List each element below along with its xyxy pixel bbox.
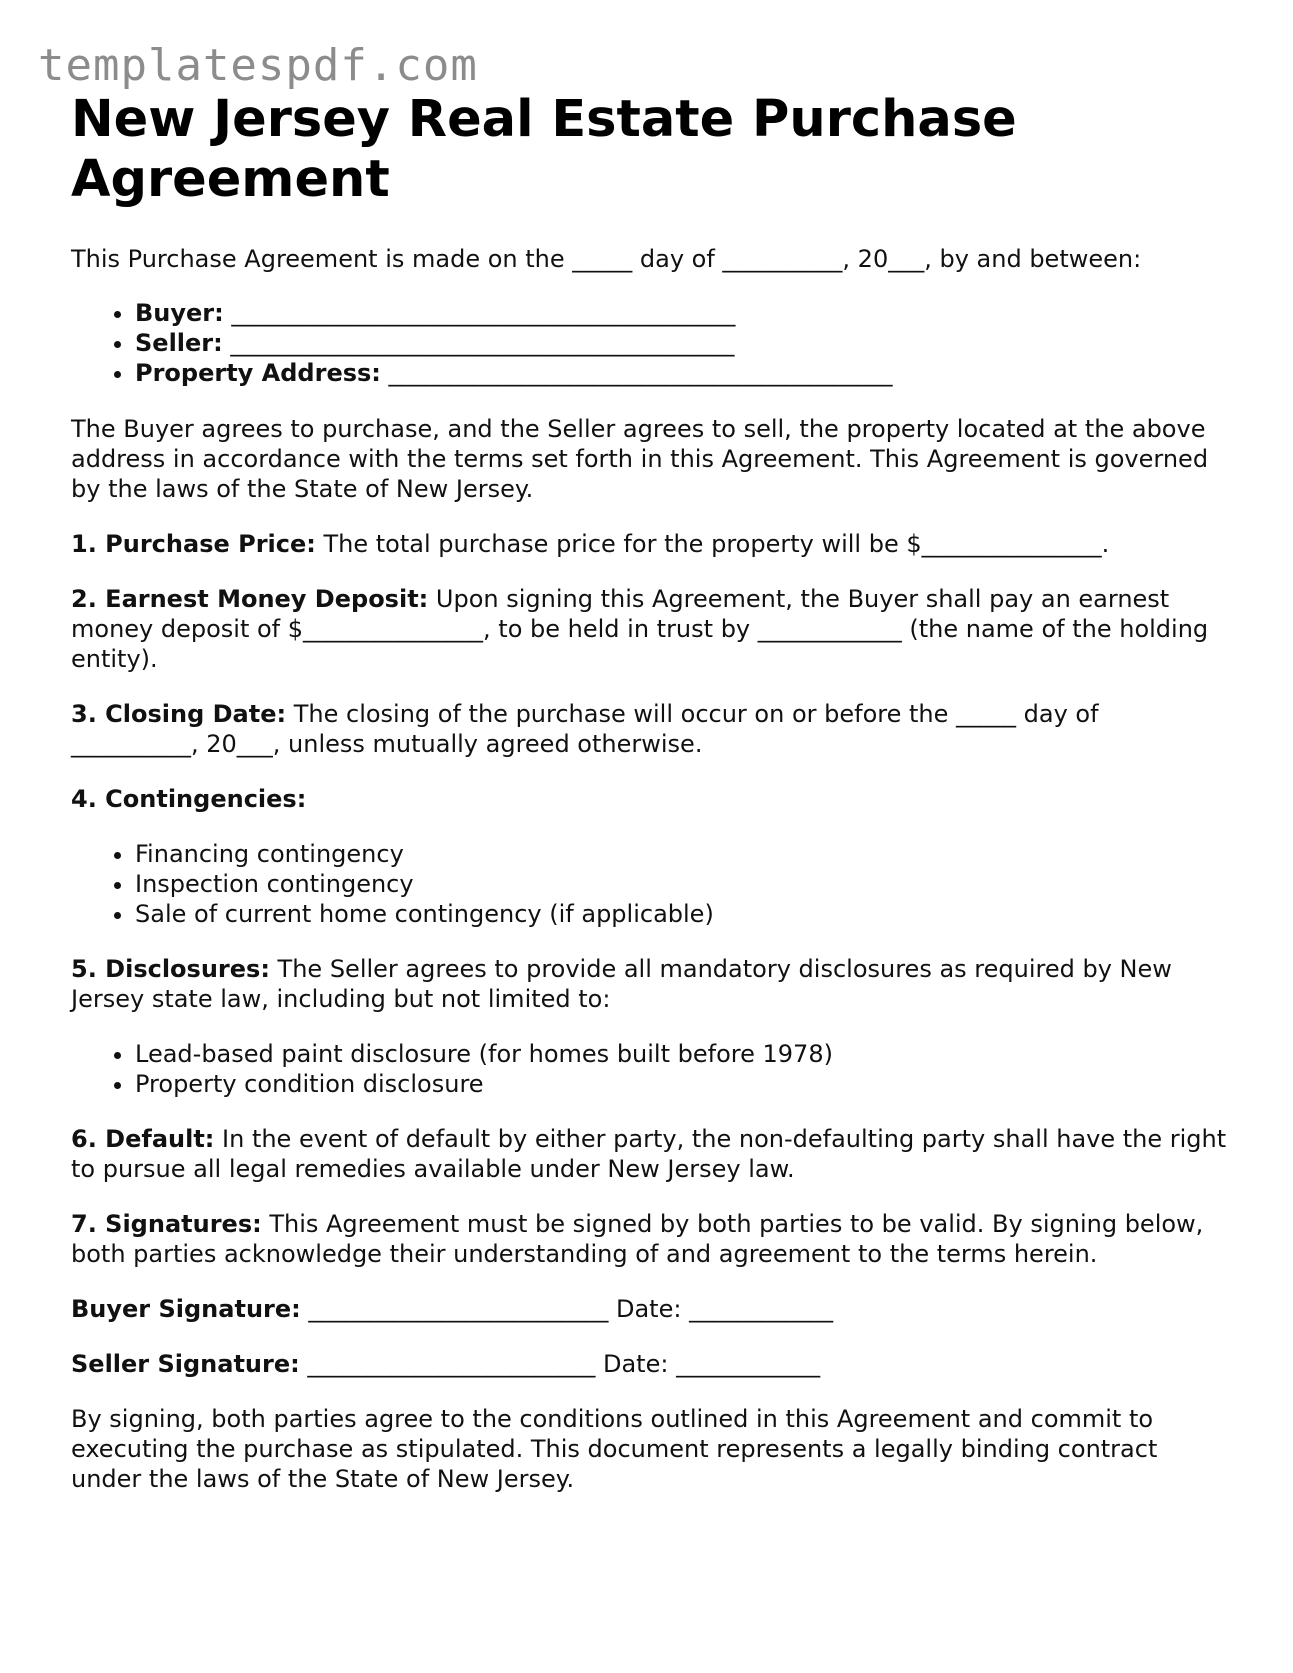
list-item: • Property condition disclosure [135, 1069, 1231, 1099]
section-heading: 4. Contingencies: [71, 785, 307, 813]
signature-label: Buyer Signature: [71, 1295, 301, 1323]
list-item: • Financing contingency [135, 839, 1231, 869]
party-buyer [135, 298, 1231, 328]
disclosures-list [71, 1039, 1231, 1099]
signature-blank: _________________________ Date: ____________ [300, 1295, 834, 1323]
section-contingencies [71, 784, 1231, 814]
contingencies-list [71, 839, 1231, 929]
party-blank: __________________________________________ [222, 329, 735, 357]
section-text: The total purchase price for the property will be $_______________. [315, 530, 1110, 558]
section-heading: 3. Closing Date: [71, 700, 287, 728]
section-purchase-price [71, 529, 1231, 559]
section-heading: 7. Signatures: [71, 1210, 262, 1238]
parties-list [71, 298, 1231, 388]
party-blank: __________________________________________ [380, 359, 893, 387]
party-property-address [135, 358, 1231, 388]
party-label: Seller: [135, 329, 223, 357]
section-closing-date [71, 699, 1231, 759]
party-blank: __________________________________________ [223, 299, 736, 327]
section-text: The closing of the purchase will occur on or before the _____ day of __________, 20___, unless mutually agreed otherwise. [71, 700, 1099, 758]
list-item: • Inspection contingency [135, 869, 1231, 899]
intro-paragraph: This Purchase Agreement is made on the _____ day of __________, 20___, by and between: [71, 245, 1142, 273]
document-title: New Jersey Real Estate Purchase Agreement [71, 90, 1017, 209]
section-heading: 6. Default: [71, 1125, 215, 1153]
section-heading: 5. Disclosures: [71, 955, 270, 983]
party-seller [135, 328, 1231, 358]
section-text: Upon signing this Agreement, the Buyer shall pay an earnest money deposit of $_______________, to be held in trust by ____________ (the name of the holding entity). [71, 585, 1209, 673]
section-earnest-money [71, 584, 1231, 674]
section-default [71, 1124, 1231, 1184]
signature-label: Seller Signature: [71, 1350, 300, 1378]
party-label: Buyer: [135, 299, 224, 327]
closing-statement: By signing, both parties agree to the conditions outlined in this Agreement and commit to executing the purchase as stipulated. This document represents a legally binding contract under the laws of the State of New Jersey. [71, 1405, 1158, 1493]
section-heading: 1. Purchase Price: [71, 530, 316, 558]
buyer-signature-line [71, 1294, 1231, 1324]
watermark-logo: templatespdf.com [38, 40, 478, 91]
document-page [71, 90, 1231, 1519]
seller-signature-line [71, 1349, 1231, 1379]
section-heading: 2. Earnest Money Deposit: [71, 585, 429, 613]
section-text: The Seller agrees to provide all mandatory disclosures as required by New Jersey state law, including but not limited to: [71, 955, 1172, 1013]
list-item: • Sale of current home contingency (if applicable) [135, 899, 1231, 929]
party-label: Property Address: [135, 359, 381, 387]
list-item: • Lead-based paint disclosure (for homes built before 1978) [135, 1039, 1231, 1069]
section-signatures [71, 1209, 1231, 1269]
section-text: This Agreement must be signed by both parties to be valid. By signing below, both parties acknowledge their understanding of and agreement to the terms herein. [71, 1210, 1204, 1268]
signature-blank: ________________________ Date: ____________ [299, 1350, 821, 1378]
section-text: In the event of default by either party, the non-defaulting party shall have the right to pursue all legal remedies available under New Jersey law. [71, 1125, 1227, 1183]
preamble-paragraph: The Buyer agrees to purchase, and the Seller agrees to sell, the property located at the above address in accordance with the terms set forth in this Agreement. This Agreement is governed by the laws of the State of New Jersey. [71, 415, 1209, 503]
section-disclosures [71, 954, 1231, 1014]
